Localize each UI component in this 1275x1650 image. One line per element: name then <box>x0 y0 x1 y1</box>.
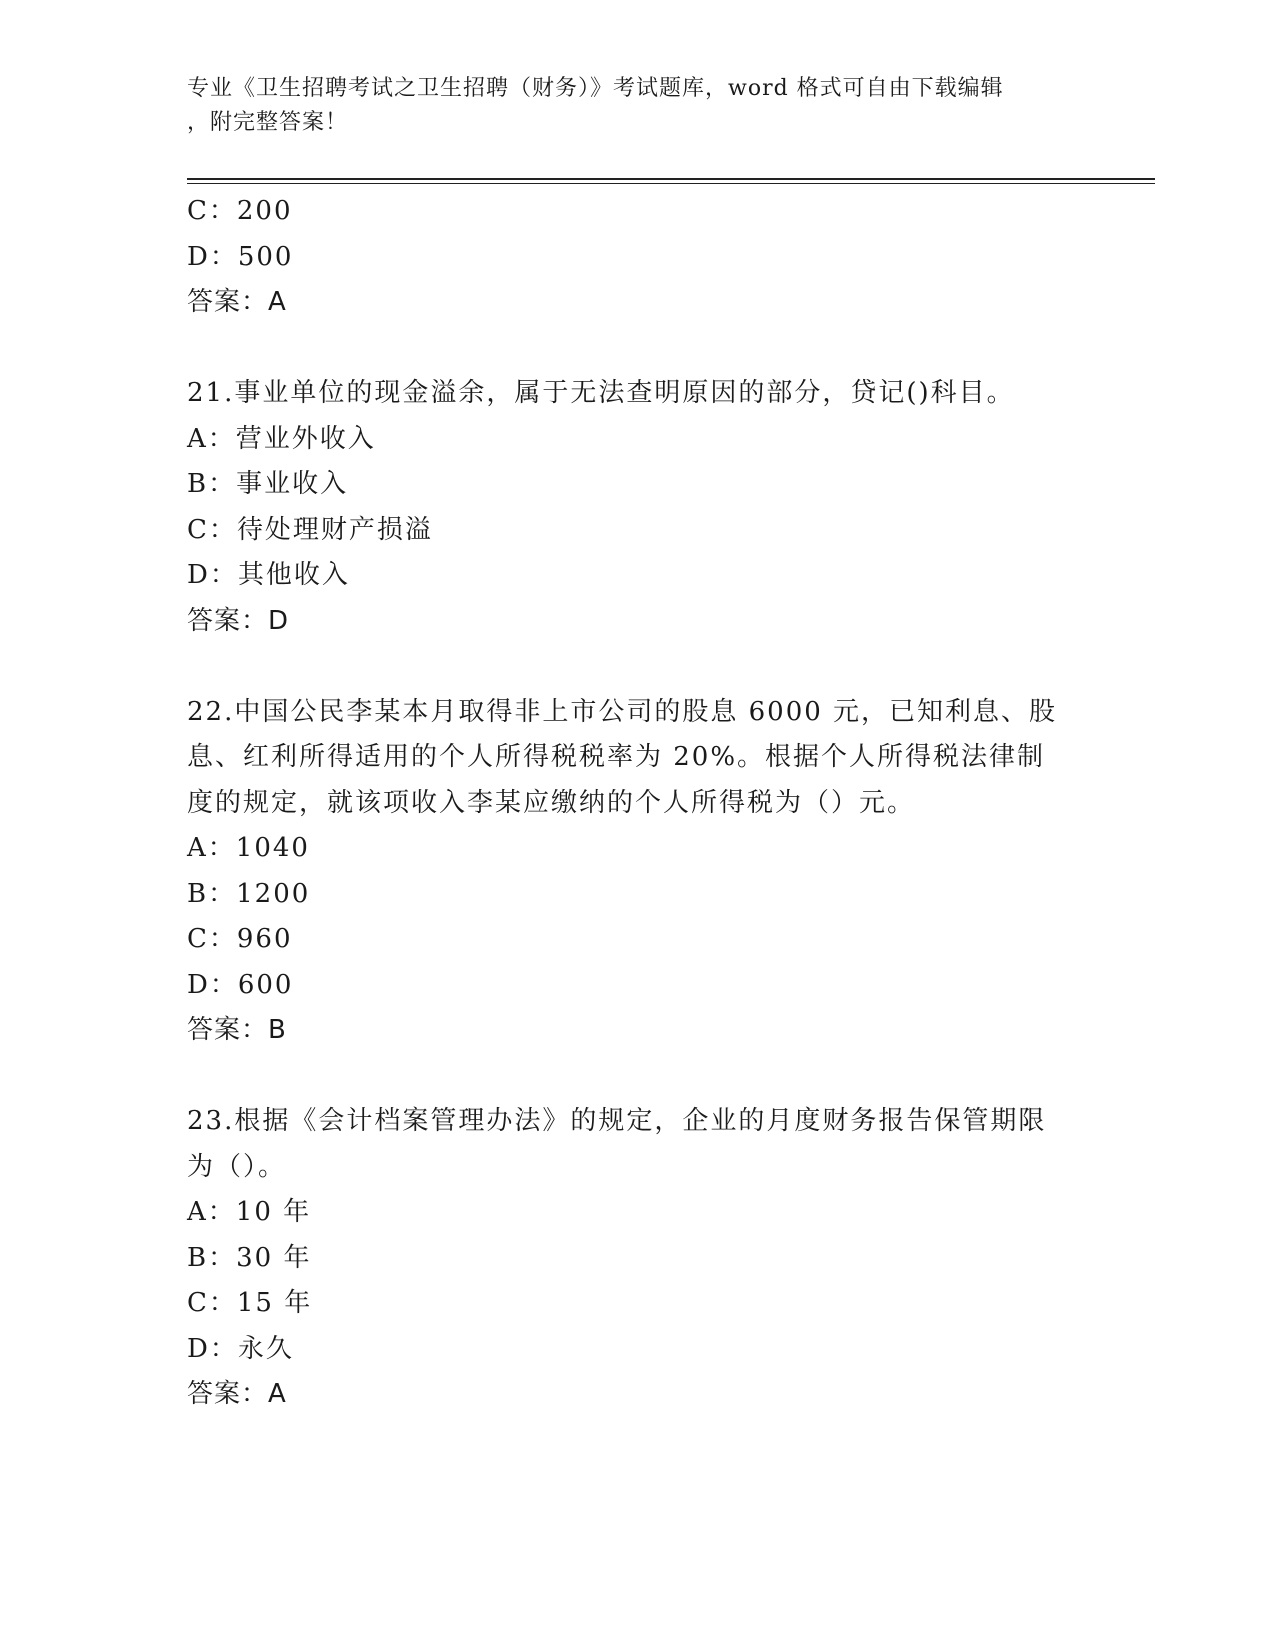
spacer <box>187 326 1087 372</box>
question-stem-line-1: 23.根据《会计档案管理办法》的规定，企业的月度财务报告保管期限 <box>187 1106 1047 1136</box>
option-d: D：500 <box>187 241 294 272</box>
question-stem-line-1: 22.中国公民李某本月取得非上市公司的股息 6000 元，已知利息、股 <box>187 696 1058 727</box>
document-header <box>187 72 1067 140</box>
question-21 <box>187 371 1087 644</box>
answer-line: 答案：A <box>187 287 287 317</box>
spacer <box>187 1054 1087 1100</box>
spacer <box>187 644 1087 690</box>
document-body <box>187 189 1087 1418</box>
option-b: B：1200 <box>187 878 311 909</box>
option-a: A：10 年 <box>187 1197 312 1227</box>
question-stem: 21.事业单位的现金溢余，属于无法查明原因的部分，贷记()科目。 <box>187 378 1015 408</box>
question-stem-line-2: 息、红利所得适用的个人所得税税率为 20%。根据个人所得税法律制 <box>187 742 1046 772</box>
option-c: C：960 <box>187 924 293 954</box>
option-b: B：事业收入 <box>187 469 349 499</box>
question-22 <box>187 690 1087 1054</box>
answer-line: 答案：D <box>187 605 290 636</box>
option-a: A：营业外收入 <box>187 423 376 454</box>
answer-line: 答案：B <box>187 1015 287 1045</box>
header-divider-thick <box>187 178 1155 180</box>
option-c: C：待处理财产损溢 <box>187 514 433 545</box>
header-divider-thin <box>187 183 1155 184</box>
header-line-1: 专业《卫生招聘考试之卫生招聘（财务）》考试题库，word 格式可自由下载编辑 <box>187 76 1004 101</box>
option-a: A：1040 <box>187 833 310 863</box>
option-d: D：600 <box>187 969 294 1000</box>
question-stem-line-3: 度的规定，就该项收入李某应缴纳的个人所得税为（）元。 <box>187 787 916 818</box>
option-c: C：200 <box>187 196 293 226</box>
header-line-2: ，附完整答案！ <box>187 110 349 135</box>
option-d: D：永久 <box>187 1333 294 1364</box>
question-23 <box>187 1099 1087 1418</box>
option-c: C：15 年 <box>187 1288 313 1318</box>
option-d: D：其他收入 <box>187 560 350 590</box>
question-stem-line-2: 为（）。 <box>187 1151 287 1182</box>
option-b: B：30 年 <box>187 1242 312 1273</box>
previous-question-tail <box>187 189 1087 326</box>
answer-line: 答案：A <box>187 1379 287 1409</box>
